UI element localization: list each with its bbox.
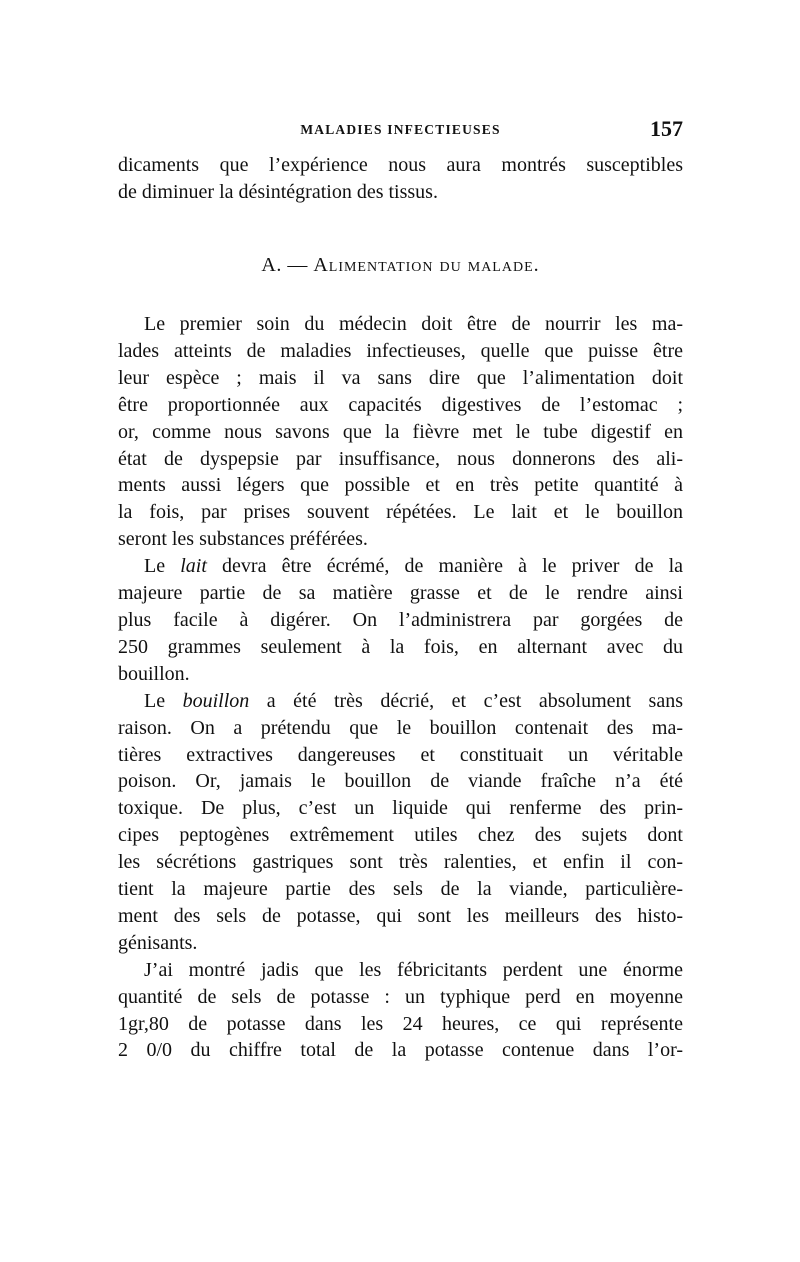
- text-line: plus facile à digérer. On l’administrera par gorgées de: [118, 608, 683, 631]
- text-line: génisants.: [118, 931, 198, 954]
- text-line: cipes peptogènes extrêmement utiles chez des sujets dont: [118, 824, 683, 847]
- paragraph-rest: a été très décrié, et c’est absolument sans: [249, 689, 684, 712]
- running-title: MALADIES INFECTIEUSES: [300, 122, 501, 137]
- paragraph-rest: devra être écrémé, de manière à le priver de la: [206, 555, 684, 578]
- italic-term: lait: [180, 555, 207, 578]
- text-line: 1gr,80 de potasse dans les 24 heures, ce qui représente: [118, 1012, 683, 1035]
- section-heading: [118, 254, 683, 277]
- text-line: leur espèce ; mais il va sans dire que l’alimentation doit: [118, 366, 683, 389]
- text-line: ment des sels de potasse, qui sont les meilleurs des histo-: [118, 904, 683, 927]
- text-line: tient la majeure partie des sels de la viande, particulière-: [118, 878, 683, 901]
- text-line: [118, 688, 683, 715]
- text-line: seront les substances préférées.: [118, 528, 368, 551]
- text-line: [118, 553, 683, 580]
- text-line: raison. On a prétendu que le bouillon contenait des ma-: [118, 716, 683, 739]
- text-line: les sécrétions gastriques sont très ralenties, et enfin il con-: [118, 851, 683, 874]
- intro-text: [118, 152, 683, 206]
- running-head: [118, 118, 683, 144]
- text-line: être proportionnée aux capacités digestives de l’estomac ;: [118, 393, 683, 416]
- body-text: [118, 311, 683, 1064]
- text-line: Le premier soin du médecin doit être de nourrir les ma-: [144, 313, 683, 335]
- page-number: 157: [650, 116, 683, 141]
- text-line: poison. Or, jamais le bouillon de viande fraîche n’a été: [118, 770, 683, 793]
- section-prefix: A. —: [261, 254, 314, 276]
- paragraph-lead: Le: [144, 689, 183, 712]
- text-line: J’ai montré jadis que les fébricitants perdent une énorme: [144, 958, 683, 981]
- text-line: 2 0/0 du chiffre total de la potasse contenue dans l’or-: [118, 1039, 683, 1062]
- text-line: bouillon.: [118, 662, 190, 685]
- text-line: dicaments que l’expérience nous aura montrés susceptibles: [118, 154, 683, 176]
- text-line: quantité de sels de potasse : un typhique perd en moyenne: [118, 985, 683, 1008]
- italic-term: bouillon: [182, 689, 250, 712]
- section-title: Alimentation du malade.: [313, 254, 540, 276]
- text-line: la fois, par prises souvent répétées. Le lait et le bouillon: [118, 501, 683, 524]
- paragraph-lead: Le: [144, 555, 181, 578]
- text-line: tières extractives dangereuses et constituait un véritable: [118, 743, 683, 766]
- text-line: lades atteints de maladies infectieuses, quelle que puisse être: [118, 339, 683, 362]
- text-line: ments aussi légers que possible et en très petite quantité à: [118, 474, 683, 497]
- text-line: état de dyspepsie par insuffisance, nous donnerons des ali-: [118, 447, 683, 470]
- text-line: or, comme nous savons que la fièvre met le tube digestif en: [118, 420, 683, 443]
- text-line: toxique. De plus, c’est un liquide qui renferme des prin-: [118, 797, 683, 820]
- text-line: 250 grammes seulement à la fois, en alternant avec du: [118, 635, 683, 658]
- text-line: de diminuer la désintégration des tissus.: [118, 180, 438, 203]
- text-line: majeure partie de sa matière grasse et de le rendre ainsi: [118, 582, 683, 605]
